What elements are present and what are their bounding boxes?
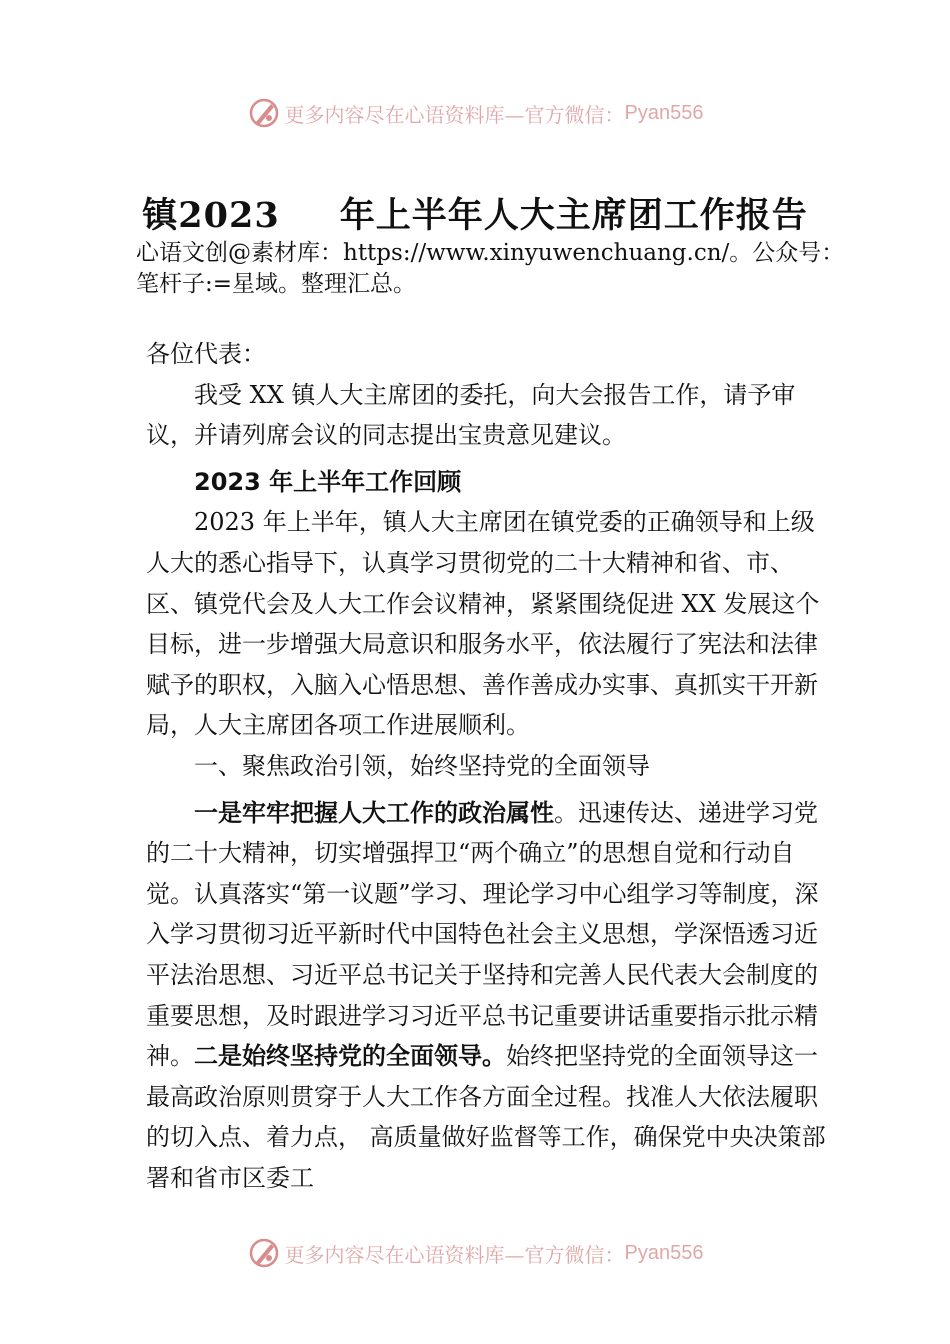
point-2-heading: 二是始终坚持党的全面领导。 bbox=[194, 1042, 506, 1071]
watermark-top bbox=[0, 93, 950, 133]
paragraph-2: 2023 年上半年，镇人大主席团在镇党委的正确领导和上级人大的悉心指导下，认真学习贯彻党的二十大精神和省、市、区、镇党代会及人大工作会议精神，紧紧围绕促进 XX 发展这个目标，进一步增强大局意识和服务水平，依法履行了宪法和法律赋予的职权，入脑入心悟思想、善作善成办实事、真抓实干开新局，人大主席团各项工作进展顺利。 bbox=[146, 508, 820, 740]
source-line: 心语文创@素材库：https://www.xinyuwenchuang.cn/。公众号：笔杆子:=星域。整理汇总。 bbox=[136, 240, 845, 297]
watermark-text: 更多内容尽在心语资料库—官方微信： bbox=[284, 1242, 625, 1267]
watermark-bottom bbox=[0, 1233, 950, 1273]
greeting: 各位代表： bbox=[146, 340, 266, 368]
title-rest: 年上半年人大主席团工作报告 bbox=[339, 195, 808, 236]
pen-logo-icon bbox=[247, 96, 281, 130]
paragraph-1: 我受 XX 镇人大主席团的委托，向大会报告工作，请予审议，并请列席会议的同志提出宝贵意见建议。 bbox=[146, 380, 796, 450]
point-2-text: 始终把坚持党的全面领导这一最高政治原则贯穿于人大工作各方面全过程。找准人大依法履职的切入点、着力点， 高质量做好监督等工作，确保党中央决策部署和省市区委工 bbox=[146, 1042, 826, 1192]
pen-logo-icon bbox=[247, 1236, 281, 1270]
watermark-text: 更多内容尽在心语资料库—官方微信： bbox=[284, 102, 625, 127]
point-1-heading: 一是牢牢把握人大工作的政治属性 bbox=[194, 798, 554, 827]
point-1-text: 。迅速传达、递进学习党的二十大精神，切实增强捍卫“两个确立”的思想自觉和行动自觉。认真落实“第一议题”学习、理论学习中心组学习等制度，深入学习贯彻习近平新时代中国特色社会主义思想，学深悟透习近平法治思想、习近平总书记关于坚持和完善人民代表大会制度的重要思想，及时跟进学习习近平总书记重要讲话重要指示批示精神。 bbox=[146, 798, 819, 1071]
title-lead: 镇2023 bbox=[142, 195, 280, 236]
document-body bbox=[146, 334, 826, 1198]
section-heading-1: 一、聚焦政治引领，始终坚持党的全面领导 bbox=[194, 751, 650, 780]
document-title bbox=[0, 188, 950, 238]
watermark-id: Pyan556 bbox=[624, 101, 704, 124]
paragraph-3 bbox=[146, 793, 826, 1199]
section-heading-review: 2023 年上半年工作回顾 bbox=[194, 467, 462, 496]
watermark-id: Pyan556 bbox=[624, 1241, 704, 1264]
